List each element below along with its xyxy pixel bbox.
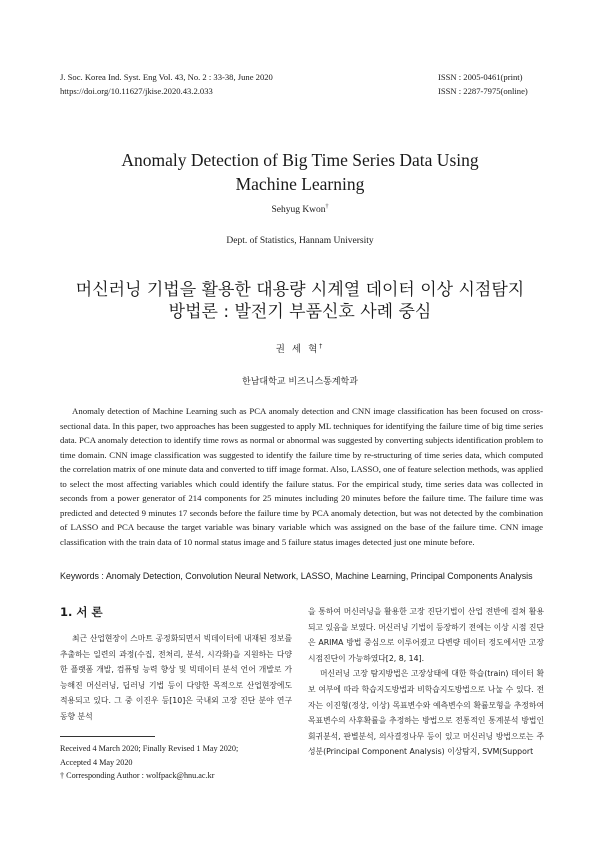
abstract: Anomaly detection of Machine Learning such as PCA anomaly detection and CNN image classification has been focused on cross-sectional data. In this paper, two approaches has been suggested to apply ML techniques for identifying the failure time of big time series data. PCA anomaly detection to identify time rows as normal or abnormal was suggested by converting subjects identification problem to time domain. CNN image classification was suggested to identify the failure time by re-structuring of time series data, which computed the correlation matrix of one minute data and converted to tiff image format. Also, LASSO, one of feature selection methods, was applied to select the most affecting variables which could identify the failure status. For the empirical study, time series data was collected in seconds from a power generator of 214 components for 25 minutes including 20 minutes before the failure time. The failure time was predicted and detected 9 minutes 17 seconds before the failure time by PCA anomaly detection, but was not detected by the combination of LASSO and PCA because the target variable was binary variable which was assigned on the base of the failure time. CNN image classification with the train data of 10 normal status image and 5 failure status images detected just one minute before. bbox=[60, 406, 543, 547]
keywords bbox=[60, 571, 550, 581]
received-dates: Received 4 March 2020; Finally Revised 1 May 2020; bbox=[60, 744, 239, 753]
korean-title-line-2: 방법론 : 발전기 부품신호 사례 중심 bbox=[168, 302, 432, 322]
english-title-line-2: Machine Learning bbox=[235, 174, 365, 194]
journal-citation: J. Soc. Korea Ind. Syst. Eng Vol. 43, No. 2 : 33-38, June 2020 bbox=[60, 72, 273, 82]
left-column bbox=[60, 631, 292, 725]
issn-print: ISSN : 2005-0461(print) bbox=[438, 72, 523, 82]
keywords-list: Anomaly Detection, Convolution Neural Network, LASSO, Machine Learning, Principal Components Analysis bbox=[105, 571, 533, 581]
korean-affiliation: 한남대학교 비즈니스통계학과 bbox=[242, 377, 358, 387]
issn-block bbox=[438, 70, 528, 98]
english-title bbox=[40, 148, 560, 196]
english-author bbox=[0, 205, 600, 215]
korean-author-name: 권 세 혁 bbox=[275, 344, 320, 355]
english-title-line-1: Anomaly Detection of Big Time Series Data Using bbox=[121, 150, 479, 170]
footnote-divider bbox=[60, 736, 155, 737]
corresponding-author-email[interactable]: Corresponding Author : wolfpack@hnu.ac.kr bbox=[66, 771, 215, 780]
korean-title bbox=[40, 279, 560, 323]
korean-author-dagger: † bbox=[319, 342, 325, 350]
issn-online: ISSN : 2287-7975(online) bbox=[438, 86, 528, 96]
accepted-date: Accepted 4 May 2020 bbox=[60, 757, 133, 767]
journal-header bbox=[60, 70, 273, 98]
korean-title-line-1: 머신러닝 기법을 활용한 대용량 시계열 데이터 이상 시점탐지 bbox=[75, 280, 525, 300]
section-1-heading: 1. 서 론 bbox=[60, 605, 103, 619]
korean-author bbox=[0, 341, 600, 355]
intro-paragraph-1-continued: 을 통하여 머신러닝을 활용한 고장 진단기법이 산업 전반에 걸쳐 활용되고 있음을 보였다. 머신러닝 기법이 등장하기 전에는 이상 시점 진단은 ARIMA 방법 중심으로 이루어졌고 다변량 데이터 정도에서만 고장 시점진단이 가능하였다[2, 8, 14]. bbox=[308, 607, 544, 663]
english-affiliation: Dept. of Statistics, Hannam University bbox=[226, 236, 374, 246]
english-author-name: Sehyug Kwon bbox=[271, 205, 326, 215]
doi-link[interactable]: https://doi.org/10.11627/jkise.2020.43.2.033 bbox=[60, 86, 213, 96]
keywords-label: Keywords : bbox=[60, 571, 104, 581]
intro-paragraph-1: 최근 산업현장이 스마트 공정화되면서 빅데이터에 내재된 정보를 추출하는 일련의 과정(수집, 전처리, 분석, 시각화)을 지원하는 다양한 플랫폼 개발, 컴퓨팅 능력 향상 및 빅데이터 분석 언어 개발로 가능해진 머신러닝, 딥러닝 기법 등이 다양한 목적으로 산업현장에도 적용되고 있다. 그 중 이진우 등[10]은 국내외 고장 진단 분야 연구 동향 분석 bbox=[60, 634, 292, 721]
corresponding-author bbox=[60, 769, 295, 783]
right-column bbox=[308, 604, 544, 760]
author-dagger: † bbox=[325, 203, 329, 210]
footnote bbox=[60, 742, 295, 783]
intro-paragraph-2: 머신러닝 고장 탐지방법은 고장상태에 대한 학습(train) 데이터 확보 여부에 따라 학습지도방법과 비학습지도방법으로 나눌 수 있다. 전자는 이진형(정상, 이상) 목표변수와 예측변수의 확률모형을 추정하여 목표변수의 사후확률을 추정하는 방법으로 전통적인 통계분석 방법인 회귀분석, 판별분석, 의사결정나무 등이 있고 머신러닝 방법으로는 주성분(Principal Component Analysis) 이상탐지, SVM(Support bbox=[308, 669, 544, 757]
corresponding-dagger: † bbox=[60, 771, 65, 780]
